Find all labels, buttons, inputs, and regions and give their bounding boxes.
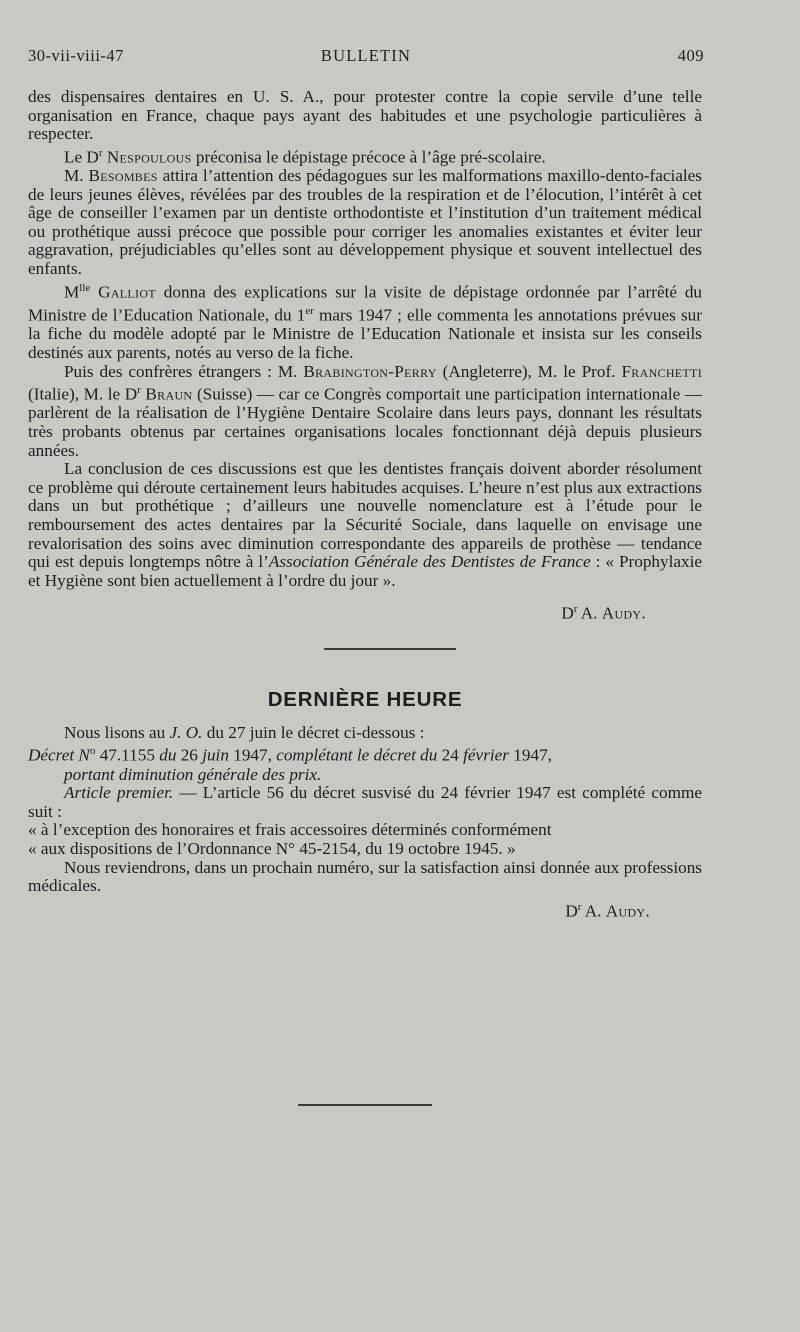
text: (Suisse) — car ce Congrès comportait une participation internationale — parlèrent de la réalisation de l’Hygiène Dentaire Scolaire dans leurs pays, donnant les résultats très probants obtenus par certaines organisations locales fonctionnant déjà depuis plusieurs années. (28, 384, 703, 460)
superscript: r (98, 146, 103, 159)
decree-quote-line2: « aux dispositions de l’Ordonnance N° 45-2154, du 19 octobre 1945. » (28, 839, 516, 858)
text: (Angleterre), M. le Prof. (436, 361, 622, 381)
person-name: Galliot (98, 282, 156, 302)
text: A. (577, 604, 602, 624)
issue-date: 30-vii-viii-47 (28, 46, 124, 65)
text: 26 (176, 746, 203, 766)
section-divider (324, 648, 456, 650)
text: attira l’attention des pédagogues sur les malformations maxillo-dento-faciales de leurs jeunes élèves, révélées par des troubles de la respiration et de l’élocution, l’intérêt à cet âge de conseiller l’examen par un dentiste orthodontiste et l’institution d’un traitement médical ou prothétique aussi précoce que possible pour corriger les anomalies existantes et éviter leur aggravation, préjudiciables qu’elles sont au développement physique et souvent intellectuel des enfants. (28, 166, 702, 279)
news-intro (28, 724, 702, 743)
decree-quote-line1: « à l’exception des honoraires et frais accessoires déterminés conformément (28, 820, 552, 840)
text: donna des explications sur la visite de dépistage ordonnée par l’arrêté du Ministre de l’Education Nationale, du 1 (28, 282, 703, 325)
text: du (159, 746, 177, 766)
superscript: r (137, 384, 141, 397)
page-number: 409 (677, 46, 704, 65)
journal-ref: J. O. (169, 722, 203, 742)
superscript: er (305, 305, 314, 317)
text: 1947, (508, 746, 552, 766)
news-closing: Nous reviendrons, dans un prochain numéro, sur la satisfaction ainsi donnée aux professions médicales. (28, 857, 702, 896)
end-divider (298, 1104, 432, 1106)
paragraph-besombes (28, 167, 702, 279)
paragraph-nespoulous (28, 144, 702, 167)
superscript: lle (79, 281, 91, 294)
article-body (28, 88, 702, 921)
person-name: Nespoulous (106, 147, 192, 167)
text: complétant le décret du (276, 746, 438, 766)
text: D (561, 604, 574, 624)
author-name: Audy. (601, 604, 646, 624)
text: Décret N (28, 746, 90, 766)
text: M (64, 282, 80, 302)
superscript: r (573, 603, 578, 616)
running-header (28, 46, 704, 70)
text: — L’article 56 du décret susvisé du 24 février 1947 est complété comme suit : (28, 783, 702, 821)
paragraph-galliot (28, 279, 702, 363)
superscript: r (577, 900, 582, 913)
text: M. (64, 166, 89, 186)
text: 1947, (228, 746, 277, 766)
paragraph-foreign-colleagues (28, 363, 702, 461)
article-label: Article premier. (64, 783, 174, 803)
text: du 27 juin le décret ci-dessous : (202, 722, 425, 742)
text: préconisa le dépistage précoce à l’âge pré-scolaire. (191, 147, 546, 167)
text: février (463, 746, 509, 766)
text: D (565, 901, 578, 921)
text: : « Prophylaxie et Hygiène sont bien actuellement à l’ordre du jour ». (28, 552, 703, 590)
person-name: Besombes (88, 166, 158, 186)
association-name: Association Générale des Dentistes de France (268, 552, 591, 572)
text: Puis des confrères étrangers : M. (64, 361, 304, 381)
decree-title (28, 742, 702, 784)
text: portant diminution générale des prix. (64, 764, 322, 784)
decree-article (28, 784, 702, 821)
text: juin (202, 746, 229, 766)
paragraph-conclusion (28, 460, 702, 590)
text: 24 (437, 746, 464, 766)
text: (Italie), M. le D (28, 384, 138, 404)
journal-title: BULLETIN (320, 46, 412, 65)
text: A. (581, 901, 606, 921)
person-name: Braun (145, 384, 193, 404)
signature (28, 898, 650, 921)
signature (28, 600, 646, 623)
person-name: Franchetti (621, 361, 702, 381)
decree-number: 47.1155 (95, 746, 160, 766)
author-name: Audy. (605, 901, 650, 921)
superscript: o (89, 745, 96, 758)
text: La conclusion de ces discussions est que les dentistes français doivent aborder résolument ce problème qui déroute certainement leurs habitudes acquises. L’heure n’est plus aux extractions dans un but prothétique ; d’ailleurs une nouvelle nomenclature est à l’étude pour le remboursement des actes dentaires par la Sécurité Sociale, dans laquelle on envisage une revalorisation des soins avec diminution correspondante des appareils de prothèse — tendance qui est depuis longtemps nôtre à l’ (28, 459, 702, 572)
text: Le D (64, 147, 99, 167)
section-title: DERNIÈRE HEURE (267, 687, 463, 711)
paragraph-continued (28, 88, 702, 144)
text: mars 1947 ; elle commenta les annotations prévues sur la fiche du modèle adopté par le Ministre de l’Education Nationale et insista sur les conseils destinés aux parents, notés au verso de la fiche. (28, 305, 702, 362)
paragraph-text: des dispensaires dentaires en U. S. A., pour protester contre la copie servile d’une telle organisation en France, chaque pays ayant des habitudes et une psychologie particulières à respecter. (28, 87, 702, 144)
person-name: Brabington-Perry (303, 361, 437, 381)
text: Nous lisons au (64, 722, 170, 742)
